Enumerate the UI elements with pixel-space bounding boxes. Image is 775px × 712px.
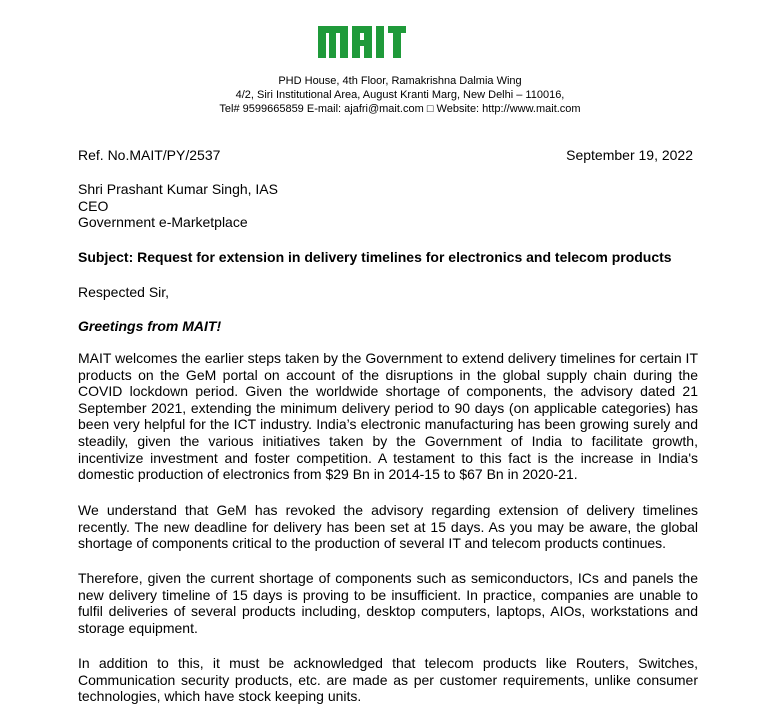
letter-subject: Subject: Request for extension in delivery timelines for electronics and telecom products	[78, 249, 672, 265]
address-line-2: 4/2, Siri Institutional Area, August Kranti Marg, New Delhi – 110016,	[235, 89, 565, 101]
address-line-1: PHD House, 4th Floor, Ramakrishna Dalmia Wing	[278, 75, 522, 87]
paragraph-3: Therefore, given the current shortage of components such as semiconductors, ICs and panels the new delivery timeline of 15 days is proving to be insufficient. In practice, companies are unable to fulfil deliveries of several products including, desktop computers, laptops, AIOs, workstations and storage equipment.	[78, 570, 698, 636]
greeting: Greetings from MAIT!	[78, 318, 222, 334]
recipient-name: Shri Prashant Kumar Singh, IAS	[78, 181, 278, 197]
contact-line: Tel# 9599665859 E-mail: ajafri@mait.com □ Website: http://www.mait.com	[219, 103, 581, 115]
salutation: Respected Sir,	[78, 284, 170, 300]
paragraph-2: We understand that GeM has revoked the advisory regarding extension of delivery timelines recently. The new deadline for delivery has been set at 15 days. As you may be aware, the global shortage of components critical to the production of several IT and telecom products continues.	[78, 502, 698, 552]
reference-number: Ref. No.MAIT/PY/2537	[78, 147, 221, 163]
mait-logo	[316, 22, 408, 62]
paragraph-4: In addition to this, it must be acknowledged that telecom products like Routers, Switches, Communication security products, etc. are made as per customer requirements, unlike consumer technologies, which have stock keeping units.	[78, 655, 698, 705]
recipient-title: CEO	[78, 197, 109, 214]
letter-date: September 19, 2022	[566, 147, 693, 163]
paragraph-1: MAIT welcomes the earlier steps taken by the Government to extend delivery timelines for certain IT products on the GeM portal on account of the disruptions in the global supply chain during the COVID lockdown period. Given the worldwide shortage of components, the advisory dated 21 September 2021, extending the minimum delivery period to 90 days (on applicable categories) has been very helpful for the ICT industry. India’s electronic manufacturing has been growing surely and steadily, given the various initiatives taken by the Government of India to facilitate growth, incentivize investment and foster competition. A testament to this fact is the increase in India's domestic production of electronics from $29 Bn in 2014-15 to $67 Bn in 2020-21.	[78, 350, 698, 483]
letterhead-address	[150, 74, 650, 116]
recipient-block	[78, 181, 278, 231]
recipient-organization: Government e-Marketplace	[78, 214, 248, 230]
